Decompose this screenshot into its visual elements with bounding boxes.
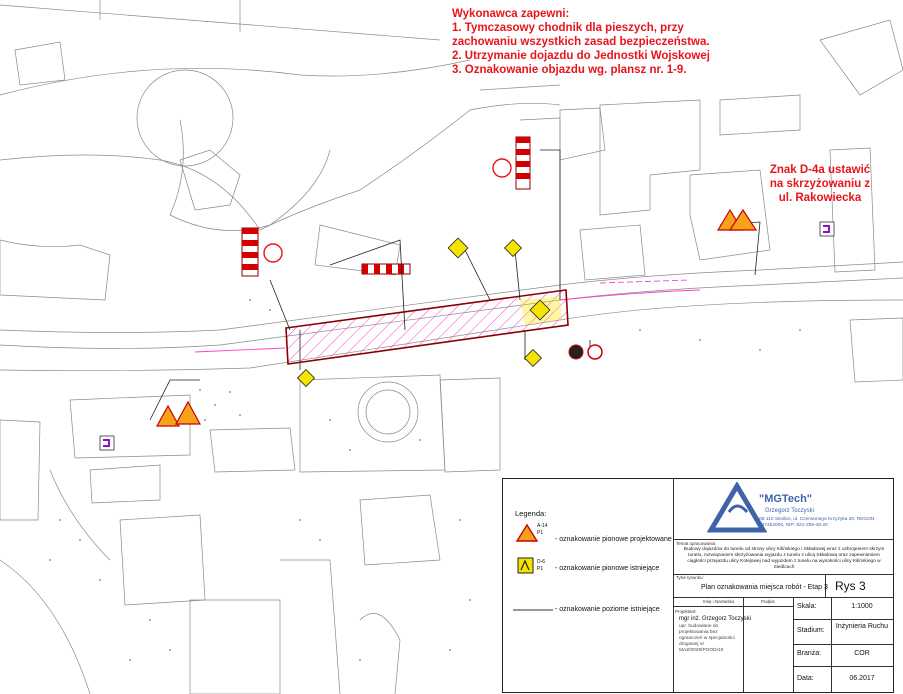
sign-diamond-1 <box>448 238 468 258</box>
date-key: Data: <box>797 675 814 682</box>
d4a-sign-icon <box>100 436 114 450</box>
scale-value: 1:1000 <box>851 603 873 610</box>
divider <box>673 539 893 540</box>
crossing-sign-icon <box>517 557 537 579</box>
divider <box>673 479 674 692</box>
designer-note: upr. budowlane do projektowania bez ograniczeń w specjalności drogowej nr MAZ/0029/POOD/10 <box>679 624 735 653</box>
company-logo <box>707 482 767 534</box>
contractor-note <box>452 7 792 77</box>
drawing-title: Plan oznakowania miejsca robót - Etap 3 <box>701 584 828 591</box>
sign-note-line: na skrzyżowaniu z <box>769 178 871 190</box>
drawing-label: Tytuł rysunku: <box>676 575 704 580</box>
drawing-number: Rys 3 <box>835 579 866 593</box>
company-address: 08-110 Siedlce, ul. Czerwonego Krzyżyka 20, REGON: 147452006, NIP: 821-259-48-20 <box>759 517 876 528</box>
designer-label: Projektant: <box>675 609 697 614</box>
red-circle-markers <box>264 159 511 262</box>
round-sign-icon <box>569 345 583 359</box>
barrier-horizontal <box>362 264 410 274</box>
contractor-note-line: zachowaniu wszystkich zasad bezpieczeństwa. <box>452 36 710 48</box>
sign-diamond-2 <box>505 240 522 257</box>
legend-label: - oznakowanie poziome istniejące <box>555 606 660 613</box>
barrier-vertical-left <box>242 228 258 276</box>
warning-triangle-icon <box>157 406 179 426</box>
stage-value: Inżynieria Ruchu <box>835 623 889 630</box>
company-owner: Grzegorz Toczyski <box>765 508 814 514</box>
contractor-note-line: 2. Utrzymanie dojazdu do Jednostki Wojskowej <box>452 50 710 62</box>
task-label: Temat opracowania: <box>676 541 717 546</box>
d4a-sign-icon <box>820 222 834 236</box>
task-text: Budowy dojazdów do tunelu od strony ulicy Kilińskiego i Składowej wraz z uzbrojeniem skrzyni tunelu, rozwiązaniem skrzyżowania wyjazdu z tunelu z ulicą Składową oraz zapewnieniem ciągłości przejazdu ulicy Kolejowej nad wyjazdem z tunelu na wysokości ulicy Kilińskiego w Siedlcach <box>683 547 885 570</box>
legend-code: A-14 <box>537 523 548 529</box>
designer-name: mgr inż. Grzegorz Toczyski <box>679 616 751 622</box>
branch-value: COR <box>854 650 870 657</box>
sign-placement-note <box>755 163 885 205</box>
divider <box>673 574 893 575</box>
sign-diamond-4 <box>525 350 542 367</box>
warning-triangle-icon <box>176 402 200 424</box>
divider <box>743 597 744 692</box>
stage-key: Stadium: <box>797 627 825 634</box>
title-block <box>502 478 894 693</box>
legend-sub: P1 <box>537 530 544 536</box>
branch-key: Branża: <box>797 650 822 657</box>
legend-label: - oznakowanie pionowe istniejące <box>555 565 660 572</box>
legend-label: - oznakowanie pionowe projektowane <box>555 536 672 543</box>
barriers <box>242 137 530 276</box>
date-value: 06.2017 <box>849 675 875 682</box>
line-marking-icon <box>513 607 553 613</box>
sign-note-line: Znak D-4a ustawić <box>769 164 871 176</box>
legend-code: D-6 <box>537 559 546 565</box>
divider <box>793 619 893 620</box>
divider <box>793 644 893 645</box>
contractor-note-line: 3. Oznakowanie objazdu wg. plansz nr. 1-9. <box>452 64 687 76</box>
round-sign-icon <box>588 345 602 359</box>
divider <box>673 597 893 598</box>
contractor-note-heading: Wykonawca zapewni: <box>452 8 570 20</box>
scale-key: Skala: <box>797 603 817 610</box>
divider <box>793 666 893 667</box>
divider <box>673 606 793 607</box>
name-header: Imię i Nazwisko <box>703 599 735 604</box>
barrier-vertical-right <box>516 137 530 189</box>
legend-title: Legenda: <box>515 509 547 518</box>
legend-sub: P1 <box>537 566 544 572</box>
company-name: "MGTech" <box>759 493 813 505</box>
signature-header: Podpis <box>761 599 775 604</box>
sign-note-line: ul. Rakowiecka <box>778 192 862 204</box>
contractor-note-line: 1. Tymczasowy chodnik dla pieszych, przy <box>452 22 684 34</box>
